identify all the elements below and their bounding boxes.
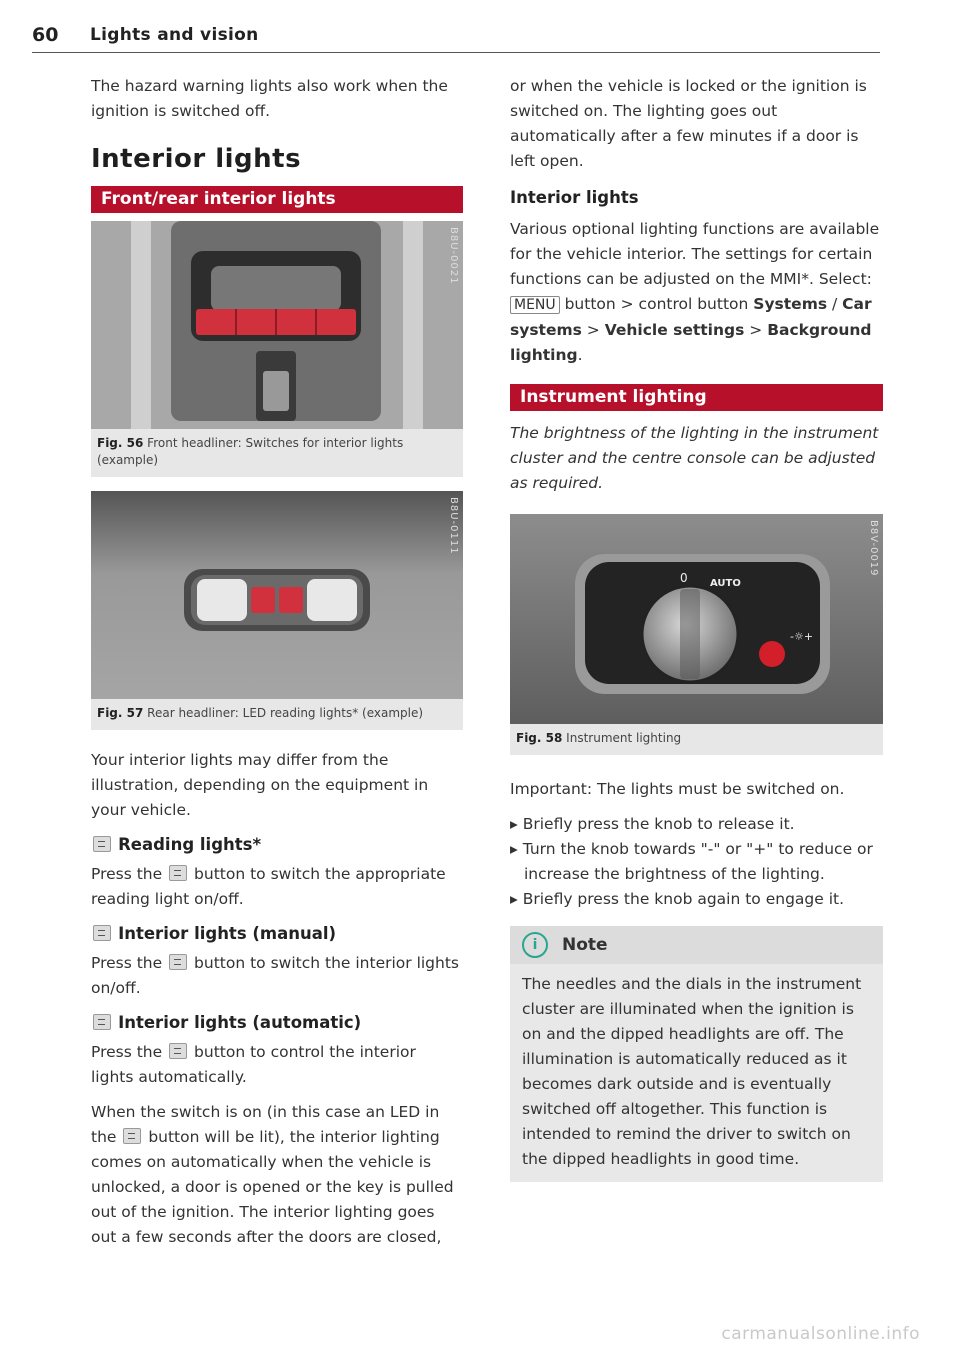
- figure-code: B8U-0021: [448, 227, 459, 285]
- reading-lights-heading: [91, 835, 463, 854]
- manual-lights-title: Interior lights (manual): [118, 924, 337, 943]
- rear-headliner-illustration: [91, 491, 463, 699]
- menu-key: MENU: [510, 296, 560, 314]
- instruction-text: Turn the knob towards "-" or "+" to reduce or increase the brightness of the lighting.: [522, 840, 873, 883]
- manual-pre: Press the: [91, 954, 163, 972]
- auto-lights-heading: [91, 1013, 463, 1032]
- interior-lights-title: Interior lights: [91, 144, 302, 174]
- instrument-intro: The brightness of the lighting in the instrument cluster and the centre console can be adjusted as required.: [510, 424, 879, 492]
- menu-systems: Systems: [753, 295, 828, 313]
- instruction-item: ▸ Turn the knob towards "-" or "+" to reduce or increase the brightness of the lighting.: [510, 840, 873, 883]
- front-headliner-illustration: [91, 221, 463, 429]
- right-column: [510, 74, 883, 1182]
- instructions-list: [510, 812, 883, 912]
- interior-light-icon: [93, 925, 111, 941]
- figure-57: [91, 491, 463, 730]
- figure-56: [91, 221, 463, 477]
- reading-lights-title: Reading lights*: [118, 835, 262, 854]
- front-rear-bar: Front/rear interior lights: [91, 186, 463, 213]
- left-column: [91, 74, 463, 1250]
- note-title: Note: [562, 935, 608, 955]
- important-paragraph: Important: The lights must be switched on.: [510, 780, 845, 798]
- instruction-item: ▸ Briefly press the knob again to engage it.: [510, 890, 845, 908]
- page-number: 60: [32, 24, 59, 46]
- interior-lights-heading: Interior lights: [510, 188, 639, 207]
- figure-code: B8V-0019: [868, 520, 879, 577]
- instruction-text: Briefly press the knob again to engage it.: [522, 890, 845, 908]
- manual-lights-paragraph: [91, 951, 463, 1001]
- auto-pre: Press the: [91, 1043, 163, 1061]
- watermark: carmanualsonline.info: [721, 1324, 920, 1344]
- figure-code: B8U-0111: [448, 497, 459, 555]
- reading-lights-paragraph: [91, 862, 463, 912]
- menu-background-lighting: Background lighting: [510, 321, 872, 364]
- instrument-knob-illustration: [510, 514, 883, 724]
- knob-brightness-label: -☼+: [790, 630, 814, 643]
- figure-57-label: Fig. 57: [97, 706, 144, 720]
- front-headliner-photo: [91, 221, 463, 429]
- menu-gt-1: >: [581, 321, 605, 339]
- menu-vehicle-settings: Vehicle settings: [604, 321, 745, 339]
- rear-headliner-photo: [91, 491, 463, 699]
- switch-pre: When the switch is on (in this case an LED in the: [91, 1103, 440, 1146]
- instrument-lighting-bar: Instrument lighting: [510, 384, 883, 411]
- mmi-pre: Various optional lighting functions are available for the vehicle interior. The settings for certain functions can be adjusted on the MMI*. Select:: [510, 220, 880, 288]
- figure-58-label: Fig. 58: [516, 731, 563, 745]
- mmi-end: .: [577, 346, 583, 364]
- auto-post: button to control the interior lights automatically.: [91, 1043, 416, 1086]
- switch-post: button will be lit), the interior lighting comes on automatically when the vehicle is unlocked, a door is opened or the key is pulled out of the ignition. The interior lighting goes out a few seconds after the doors are closed,: [91, 1128, 454, 1246]
- figure-56-label: Fig. 56: [97, 436, 144, 450]
- reading-pre: Press the: [91, 865, 163, 883]
- manual-lights-heading: [91, 924, 463, 943]
- equipment-paragraph: Your interior lights may differ from the illustration, depending on the equipment in your vehicle.: [91, 751, 429, 819]
- figure-57-text: Rear headliner: LED reading lights* (example): [147, 706, 424, 720]
- menu-gt-2: >: [744, 321, 768, 339]
- figure-57-caption: [91, 699, 463, 730]
- instrument-knob-photo: [510, 514, 883, 724]
- reading-light-icon: [93, 836, 111, 852]
- note-box: [510, 926, 883, 1182]
- auto-lights-title: Interior lights (automatic): [118, 1013, 362, 1032]
- mmi-mid: button > control button: [564, 295, 749, 313]
- menu-car-systems: Car systems: [510, 295, 872, 339]
- door-contact-icon: [123, 1128, 141, 1144]
- hazard-paragraph: The hazard warning lights also work when the ignition is switched off.: [91, 77, 448, 120]
- switch-paragraph: [91, 1100, 463, 1250]
- knob-zero-label: 0: [680, 571, 688, 585]
- menu-slash: /: [827, 295, 843, 313]
- knob-auto-label: AUTO: [710, 578, 741, 589]
- figure-58: [510, 514, 883, 755]
- door-contact-icon: [93, 1014, 111, 1030]
- figure-58-text: Instrument lighting: [566, 731, 682, 745]
- section-title: Lights and vision: [90, 25, 259, 45]
- interior-light-icon: [169, 954, 187, 970]
- reading-post: button to switch the appropriate reading light on/off.: [91, 865, 446, 908]
- manual-post: button to switch the interior lights on/off.: [91, 954, 459, 997]
- auto-lights-paragraph: [91, 1040, 463, 1090]
- figure-58-caption: [510, 724, 883, 755]
- figure-56-caption: [91, 429, 463, 477]
- figure-56-text: Front headliner: Switches for interior lights (example): [97, 436, 404, 467]
- interior-lights-paragraph: [510, 217, 883, 368]
- note-body: The needles and the dials in the instrument cluster are illuminated when the ignition is on and the dipped headlights are off. The illumination is automatically reduced as it becomes dark outside and is eventually switched off altogether. This function is intended to remind the driver to switch on the dipped headlights in good time.: [522, 975, 862, 1168]
- door-contact-icon: [169, 1043, 187, 1059]
- instruction-text: Briefly press the knob to release it.: [522, 815, 795, 833]
- info-icon: i: [522, 932, 548, 958]
- page-header: [32, 22, 880, 53]
- instruction-item: ▸ Briefly press the knob to release it.: [510, 815, 795, 833]
- note-header: [510, 926, 883, 964]
- continued-paragraph: or when the vehicle is locked or the ignition is switched on. The lighting goes out automatically after a few minutes if a door is left open.: [510, 77, 867, 170]
- reading-light-icon: [169, 865, 187, 881]
